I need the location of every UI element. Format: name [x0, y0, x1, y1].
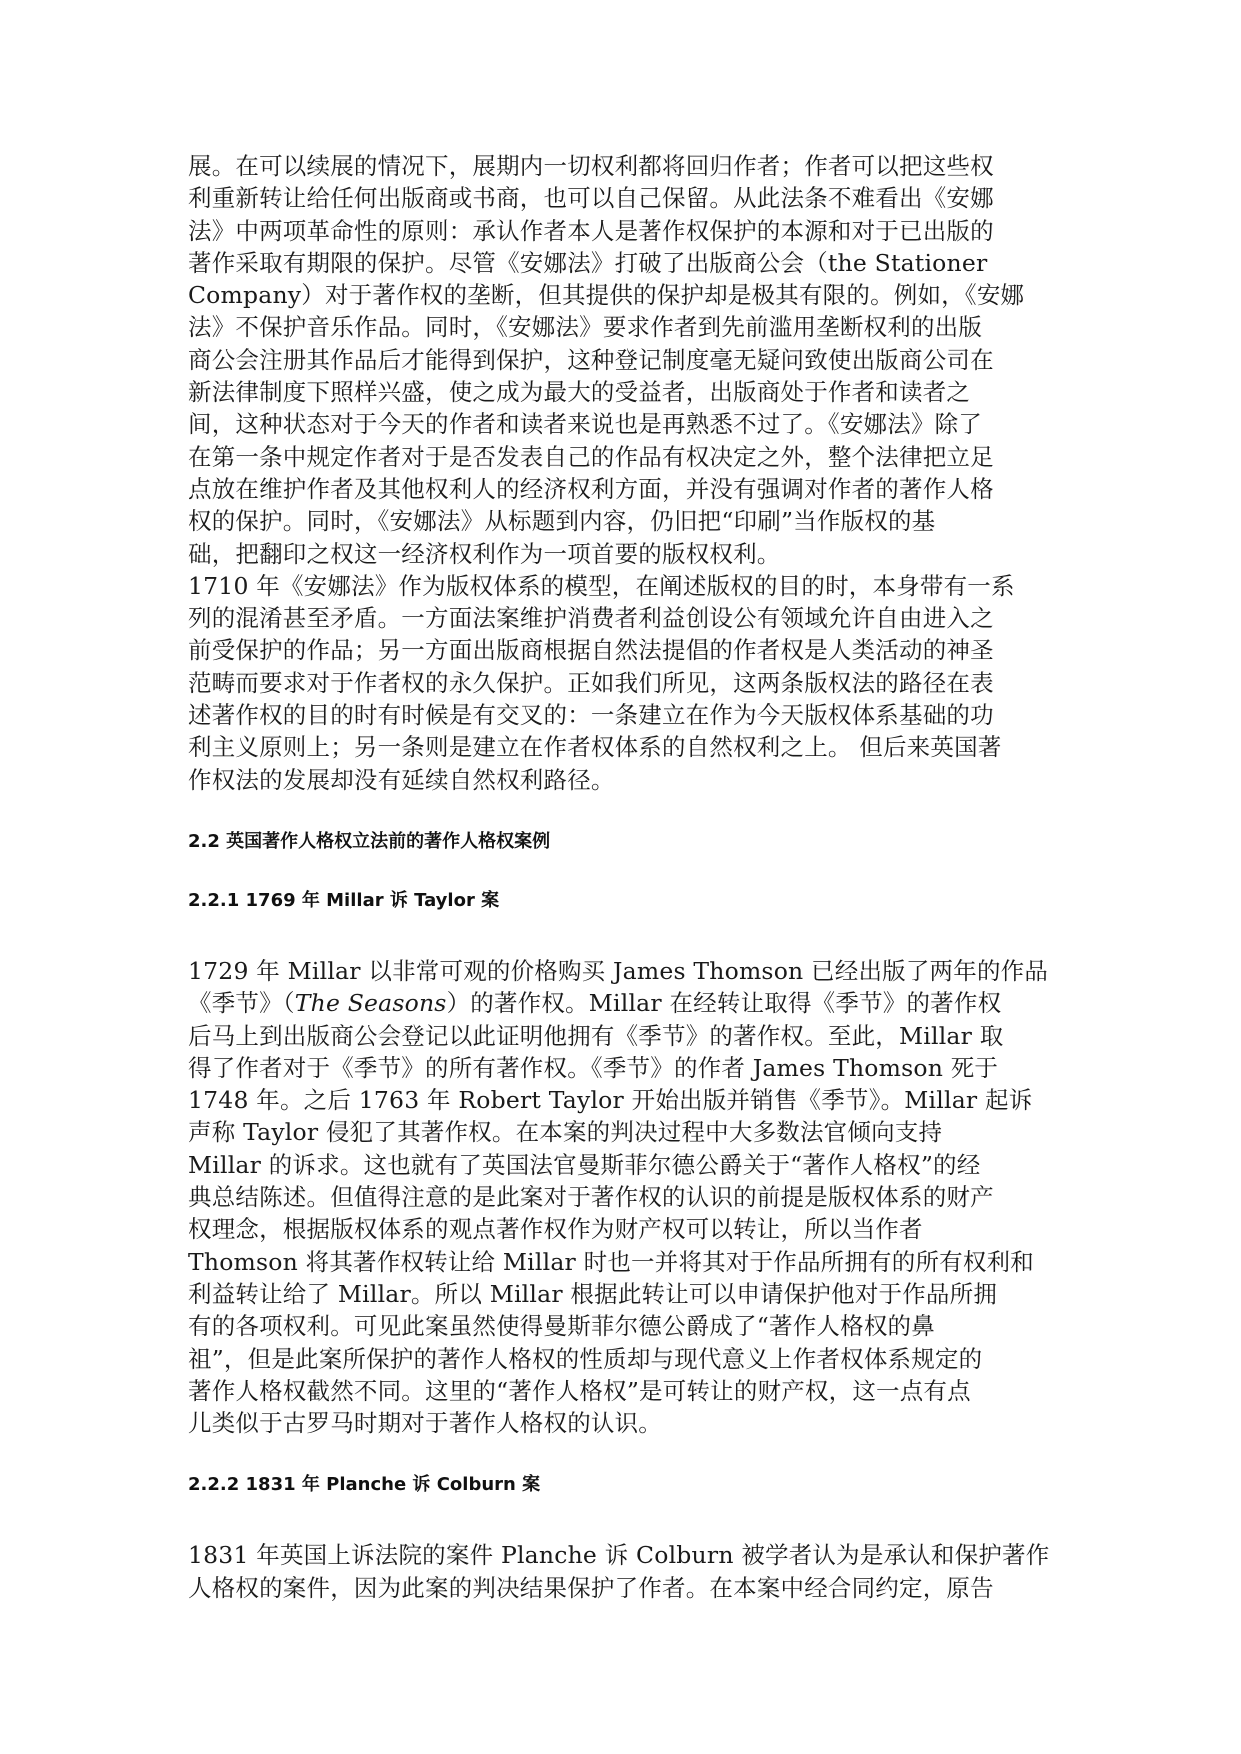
text-segment: ）的著作权。Millar 在经转让取得《季节》的著作权	[446, 989, 1002, 1018]
subsection-heading: 2.2.2 1831 年 Planche 诉 Colburn 案	[188, 1474, 541, 1496]
text-line: 作权法的发展却没有延续自然权利路径。	[188, 765, 615, 794]
paragraph	[188, 570, 1056, 796]
text-line: 利益转让给了 Millar。所以 Millar 根据此转让可以申请保护他对于作品所拥	[188, 1279, 998, 1308]
text-line: Company）对于著作权的垄断，但其提供的保护却是极其有限的。例如，《安娜	[188, 281, 1025, 310]
section-heading: 2.2 英国著作人格权立法前的著作人格权案例	[188, 830, 551, 852]
text-line: 法》中两项革命性的原则：承认作者本人是著作权保护的本源和对于已出版的	[188, 216, 994, 245]
text-line: 1831 年英国上诉法院的案件 Planche 诉 Colburn 被学者认为是承认和保护著作	[188, 1541, 1050, 1570]
text-segment: 《季节》（	[188, 989, 295, 1018]
text-line: 法》不保护音乐作品。同时，《安娜法》要求作者到先前滥用垄断权利的出版	[188, 313, 983, 342]
book-title-italic: The Seasons	[294, 989, 447, 1018]
text-line: 得了作者对于《季节》的所有著作权。《季节》的作者 James Thomson 死于	[188, 1053, 999, 1082]
text-line: 1748 年。之后 1763 年 Robert Taylor 开始出版并销售《季节》。Millar 起诉	[188, 1086, 1033, 1115]
paragraph	[188, 150, 1056, 570]
text-line: 商公会注册其作品后才能得到保护，这种登记制度毫无疑问致使出版商公司在	[188, 345, 994, 374]
text-line: 间，这种状态对于今天的作者和读者来说也是再熟悉不过了。《安娜法》除了	[188, 410, 983, 439]
text-line: 权的保护。同时，《安娜法》从标题到内容，仍旧把“印刷”当作版权的基	[188, 507, 936, 536]
text-line: 人格权的案件，因为此案的判决结果保护了作者。在本案中经合同约定，原告	[188, 1573, 994, 1602]
text-line: 1710 年《安娜法》作为版权体系的模型，在阐述版权的目的时，本身带有一系	[188, 571, 1015, 600]
paragraph	[188, 955, 1056, 1439]
text-line: 点放在维护作者及其他权利人的经济权利方面，并没有强调对作者的著作人格	[188, 474, 994, 503]
text-line: 1729 年 Millar 以非常可观的价格购买 James Thomson 已经出版了两年的作品	[188, 956, 1049, 985]
text-line: 著作采取有期限的保护。尽管《安娜法》打破了出版商公会（the Stationer	[188, 248, 988, 277]
text-line: Thomson 将其著作权转让给 Millar 时也一并将其对于作品所拥有的所有权利和	[188, 1247, 1034, 1276]
paragraph	[188, 1539, 1056, 1604]
text-line: 述著作权的目的时有时候是有交叉的：一条建立在作为今天版权体系基础的功	[188, 701, 994, 730]
text-line: 利重新转让给任何出版商或书商，也可以自己保留。从此法条不难看出《安娜	[188, 184, 994, 213]
text-line: 典总结陈述。但值得注意的是此案对于著作权的认识的前提是版权体系的财产	[188, 1183, 994, 1212]
subsection-heading: 2.2.1 1769 年 Millar 诉 Taylor 案	[188, 889, 500, 911]
text-line: 列的混淆甚至矛盾。一方面法案维护消费者利益创设公有领域允许自由进入之	[188, 604, 994, 633]
text-line: 展。在可以续展的情况下，展期内一切权利都将回归作者；作者可以把这些权	[188, 152, 994, 180]
text-line	[188, 987, 1056, 1019]
text-line: 后马上到出版商公会登记以此证明他拥有《季节》的著作权。至此，Millar 取	[188, 1021, 1004, 1050]
text-line: 前受保护的作品；另一方面出版商根据自然法提倡的作者权是人类活动的神圣	[188, 636, 994, 665]
text-line: 范畴而要求对于作者权的永久保护。正如我们所见，这两条版权法的路径在表	[188, 668, 994, 697]
text-line: 在第一条中规定作者对于是否发表自己的作品有权决定之外，整个法律把立足	[188, 442, 994, 471]
text-line: 新法律制度下照样兴盛，使之成为最大的受益者，出版商处于作者和读者之	[188, 378, 971, 407]
text-line: 础，把翻印之权这一经济权利作为一项首要的版权权利。	[188, 539, 781, 568]
text-line: 利主义原则上；另一条则是建立在作者权体系的自然权利之上。 但后来英国著	[188, 733, 1002, 762]
text-line: 祖”，但是此案所保护的著作人格权的性质却与现代意义上作者权体系规定的	[188, 1344, 983, 1373]
text-line: 著作人格权截然不同。这里的“著作人格权”是可转让的财产权，这一点有点	[188, 1376, 971, 1405]
text-line: 权理念，根据版权体系的观点著作权作为财产权可以转让，所以当作者	[188, 1215, 923, 1244]
text-line: 声称 Taylor 侵犯了其著作权。在本案的判决过程中大多数法官倾向支持	[188, 1118, 943, 1147]
text-line: 有的各项权利。可见此案虽然使得曼斯菲尔德公爵成了“著作人格权的鼻	[188, 1312, 935, 1341]
document-page	[188, 150, 1056, 1604]
text-line: Millar 的诉求。这也就有了英国法官曼斯菲尔德公爵关于“著作人格权”的经	[188, 1150, 981, 1179]
text-line: 儿类似于古罗马时期对于著作人格权的认识。	[188, 1409, 662, 1438]
